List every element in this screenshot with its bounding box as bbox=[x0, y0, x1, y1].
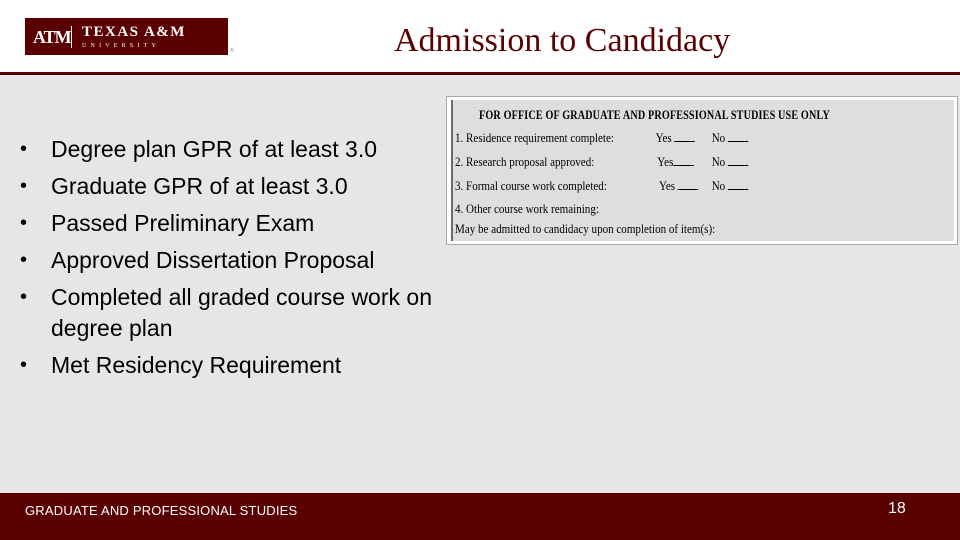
form-row bbox=[455, 130, 726, 146]
form-row-label: 3. Formal course work completed: bbox=[455, 178, 607, 193]
no-label: No bbox=[711, 130, 726, 145]
form-no-option bbox=[712, 130, 749, 146]
form-yes-option bbox=[656, 130, 695, 146]
yes-label: Yes bbox=[659, 178, 676, 193]
form-row-label: 1. Residence requirement complete: bbox=[455, 130, 614, 145]
requirements-list bbox=[20, 134, 440, 387]
form-row-label: 2. Research proposal approved: bbox=[455, 154, 595, 169]
logo-divider bbox=[71, 26, 72, 48]
page-number: 18 bbox=[888, 500, 906, 517]
blank-line bbox=[673, 155, 693, 166]
atm-logo-mark: ATM bbox=[33, 26, 71, 47]
list-item: • Approved Dissertation Proposal bbox=[20, 245, 440, 276]
list-item: • Passed Preliminary Exam bbox=[20, 208, 440, 239]
form-yes-option bbox=[657, 154, 693, 170]
blank-line bbox=[728, 179, 748, 190]
form-heading: FOR OFFICE OF GRADUATE AND PROFESSIONAL STUDIES USE ONLY bbox=[479, 107, 830, 122]
yes-label: Yes bbox=[657, 154, 674, 169]
university-logo bbox=[25, 18, 228, 55]
form-yes-option bbox=[659, 178, 698, 194]
form-no-option bbox=[712, 178, 749, 194]
logo-name: TEXAS A&M bbox=[82, 23, 186, 40]
list-item: • Graduate GPR of at least 3.0 bbox=[20, 171, 440, 202]
form-panel bbox=[451, 100, 954, 241]
form-row bbox=[455, 154, 726, 170]
slide-title: Admission to Candidacy bbox=[394, 22, 731, 59]
form-row-label: May be admitted to candidacy upon completion of item(s): bbox=[455, 221, 716, 236]
blank-line bbox=[728, 131, 748, 142]
form-row bbox=[455, 178, 726, 194]
yes-label: Yes bbox=[655, 130, 672, 145]
list-item: • Completed all graded course work on degree plan bbox=[20, 282, 440, 344]
office-use-form-image bbox=[446, 96, 958, 245]
list-item: • Degree plan GPR of at least 3.0 bbox=[20, 134, 440, 165]
blank-line bbox=[674, 131, 694, 142]
form-row bbox=[455, 221, 715, 237]
list-item: • Met Residency Requirement bbox=[20, 350, 440, 381]
slide-header bbox=[0, 0, 960, 74]
blank-line bbox=[678, 179, 698, 190]
no-label: No bbox=[711, 154, 726, 169]
blank-line bbox=[728, 155, 748, 166]
no-label: No bbox=[711, 178, 726, 193]
slide-footer bbox=[0, 493, 960, 540]
footer-label: GRADUATE AND PROFESSIONAL STUDIES bbox=[25, 503, 298, 518]
logo-trademark: ® bbox=[230, 48, 234, 54]
form-no-option bbox=[712, 154, 749, 170]
logo-subtitle: UNIVERSITY bbox=[82, 42, 160, 49]
logo-wordmark bbox=[82, 25, 186, 49]
form-row bbox=[455, 201, 599, 217]
form-row-label: 4. Other course work remaining: bbox=[455, 201, 599, 216]
